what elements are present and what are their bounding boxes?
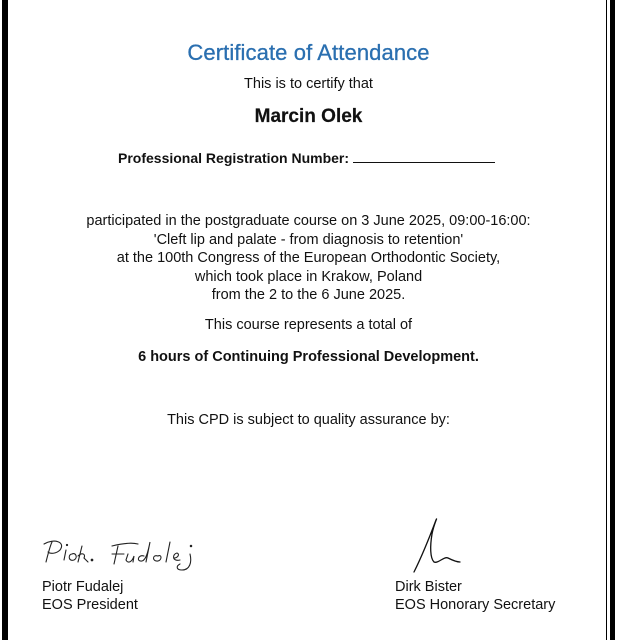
quality-assurance-line: This CPD is subject to quality assurance by: — [167, 412, 450, 428]
registration-label: Professional Registration Number: — [118, 150, 350, 166]
registration-number-row — [118, 150, 495, 166]
course-description — [0, 212, 617, 305]
course-line: participated in the postgraduate course on 3 June 2025, 09:00-16:00: — [86, 213, 531, 229]
course-line: which took place in Krakow, Poland — [194, 268, 423, 285]
signatory-left — [42, 578, 138, 614]
certify-line: This is to certify that — [244, 76, 373, 92]
course-line: at the 100th Congress of the European Orthodontic Society, — [116, 250, 501, 266]
total-line: This course represents a total of — [204, 317, 413, 333]
signatory-role: EOS President — [42, 597, 138, 613]
registration-number-blank — [353, 150, 495, 163]
course-line: from the 2 to the 6 June 2025. — [211, 287, 406, 303]
cpd-hours: 6 hours of Continuing Professional Development. — [138, 349, 479, 365]
signature-right-icon — [408, 516, 468, 576]
course-line: 'Cleft lip and palate - from diagnosis to retention' — [153, 231, 464, 248]
recipient-name: Marcin Olek — [254, 106, 363, 127]
signatory-name: Dirk Bister — [395, 579, 462, 595]
signatory-name: Piotr Fudalej — [42, 579, 124, 595]
certificate-title: Certificate of Attendance — [187, 40, 430, 65]
signature-left-icon — [40, 536, 220, 576]
signatory-role: EOS Honorary Secretary — [395, 597, 556, 613]
signatory-right — [395, 578, 555, 614]
